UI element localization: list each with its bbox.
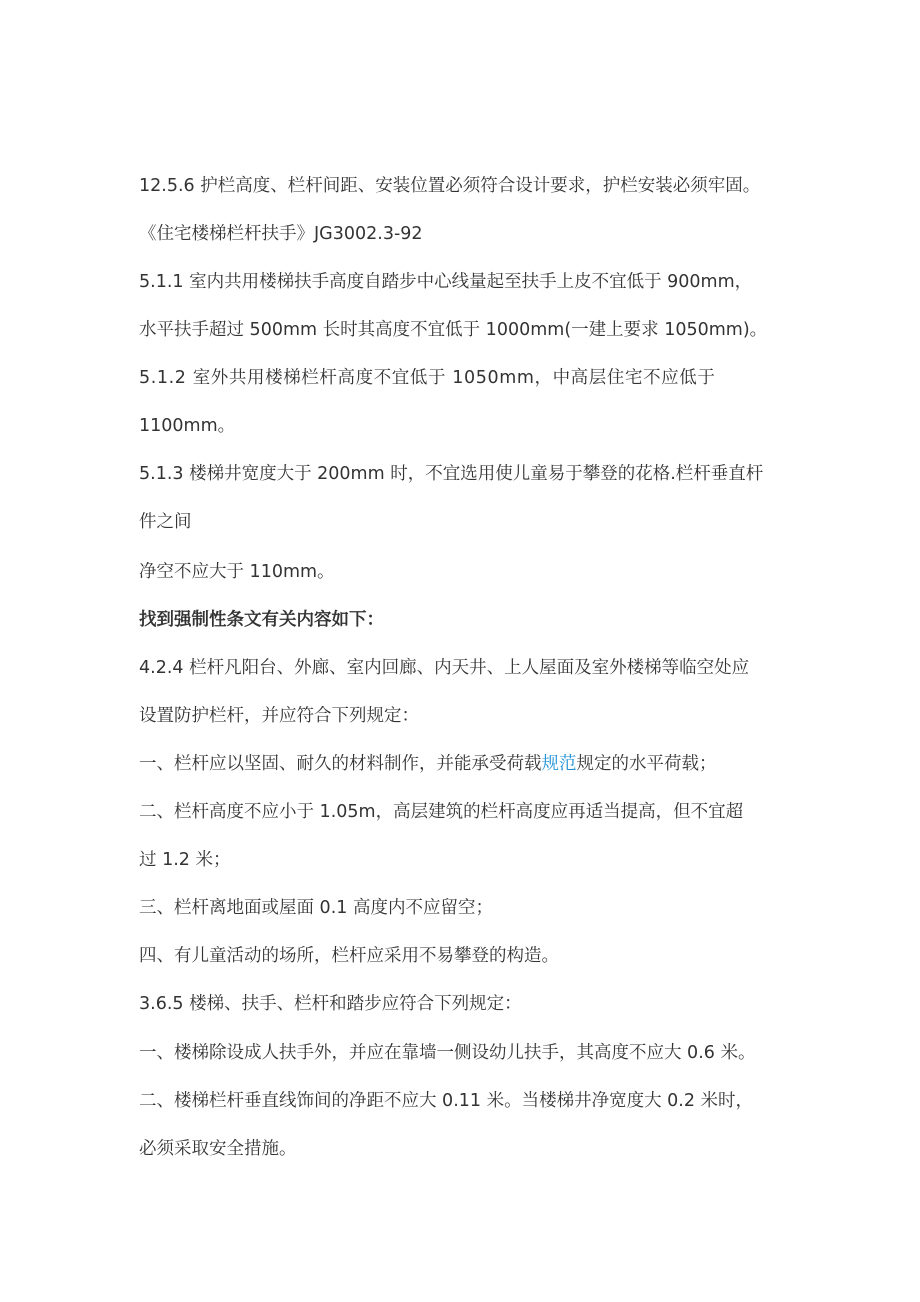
rule-one-text-before: 一、栏杆应以坚固、耐久的材料制作，并能承受荷载 xyxy=(139,754,542,774)
text-line: 5.1.3 楼梯井宽度大于 200mm 时，不宜选用使儿童易于攀登的花格.栏杆垂直杆 xyxy=(139,464,764,484)
text-line: 5.1.2 室外共用楼梯栏杆高度不宜低于 1050mm，中高层住宅不应低于 xyxy=(139,368,716,388)
text-line: 过 1.2 米； xyxy=(139,850,231,870)
text-line: 一、楼梯除设成人扶手外，并应在靠墙一侧设幼儿扶手，其高度不应大 0.6 米。 xyxy=(139,1043,756,1063)
text-line: 《住宅楼梯栏杆扶手》JG3002.3-92 xyxy=(139,224,423,244)
text-line: 三、栏杆离地面或屋面 0.1 高度内不应留空； xyxy=(139,898,493,918)
standard-link[interactable]: 规范 xyxy=(541,754,577,774)
section-heading: 找到强制性条文有关内容如下： xyxy=(139,610,384,630)
text-line: 件之间 xyxy=(139,512,192,532)
rule-one-text-after: 规定的水平荷载； xyxy=(576,754,717,774)
text-line: 必须采取安全措施。 xyxy=(139,1139,297,1159)
text-line: 二、栏杆高度不应小于 1.05m，高层建筑的栏杆高度应再适当提高，但不宜超 xyxy=(139,802,744,822)
text-line: 设置防护栏杆，并应符合下列规定： xyxy=(139,706,419,726)
text-line: 1100mm。 xyxy=(139,416,236,436)
text-line: 二、楼梯栏杆垂直线饰间的净距不应大 0.11 米。当楼梯井净宽度大 0.2 米时， xyxy=(139,1091,754,1111)
text-line: 4.2.4 栏杆凡阳台、外廊、室内回廊、内天井、上人屋面及室外楼梯等临空处应 xyxy=(139,658,750,678)
text-line: 3.6.5 楼梯、扶手、栏杆和踏步应符合下列规定： xyxy=(139,994,522,1014)
text-line: 5.1.1 室内共用楼梯扶手高度自踏步中心线量起至扶手上皮不宜低于 900mm， xyxy=(139,272,753,292)
text-line: 四、有儿童活动的场所，栏杆应采用不易攀登的构造。 xyxy=(139,946,559,966)
text-line: 净空不应大于 110mm。 xyxy=(139,562,335,582)
text-line: 水平扶手超过 500mm 长时其高度不宜低于 1000mm(一建上要求 1050mm)。 xyxy=(139,320,768,340)
text-line: 12.5.6 护栏高度、栏杆间距、安装位置必须符合设计要求，护栏安装必须牢固。 xyxy=(139,176,761,196)
rule-one-line xyxy=(139,752,717,776)
